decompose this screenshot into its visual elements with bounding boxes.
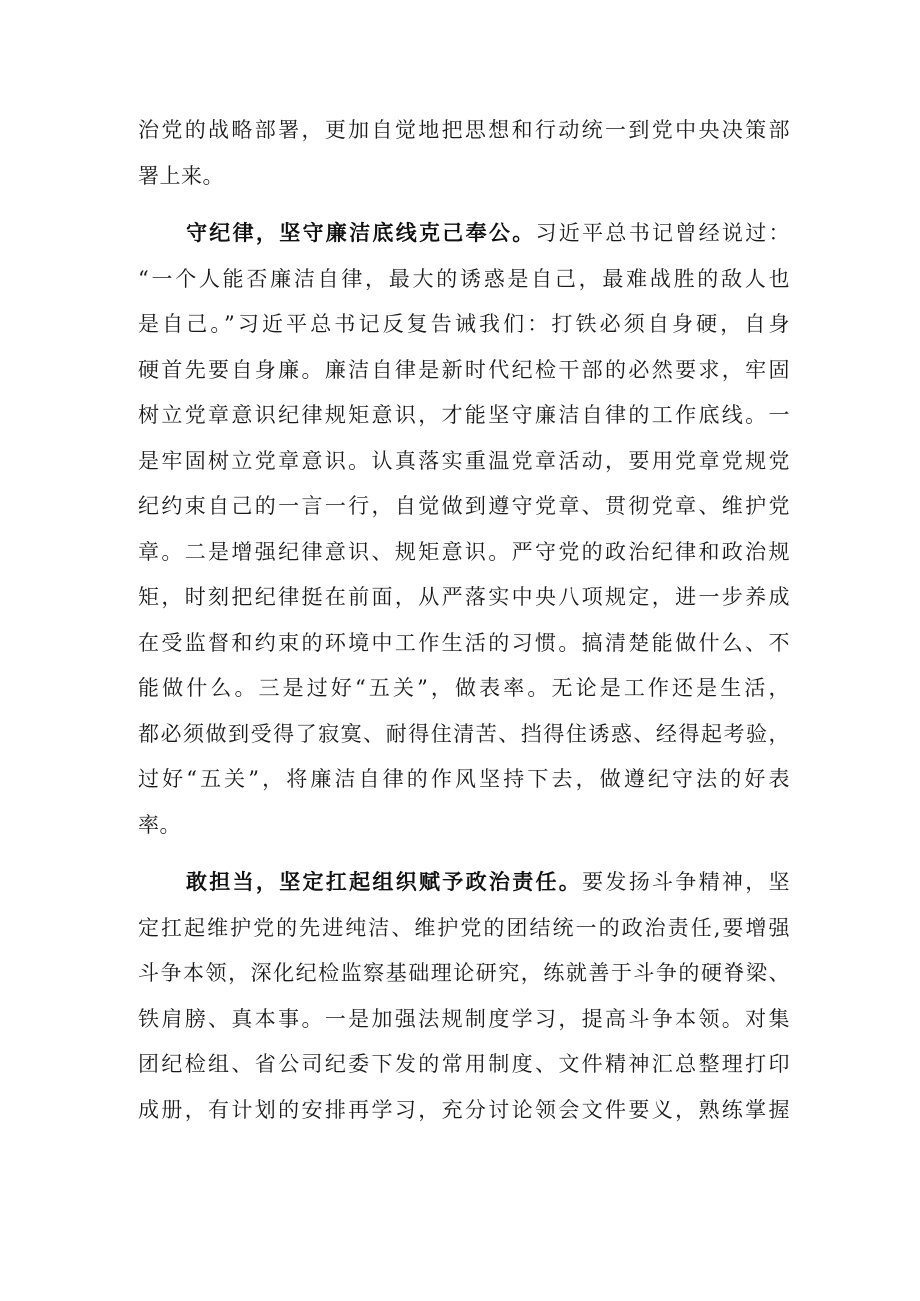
paragraph-responsibility	[138, 860, 790, 1133]
text-line: 是自己。”习近平总书记反复告诫我们：打铁必须自身硬，自身	[138, 312, 790, 336]
text-line: 硬首先要自身廉。廉洁自律是新时代纪检干部的必然要求，牢固	[138, 357, 790, 382]
text-line: 团纪检组、省公司纪委下发的常用制度、文件精神汇总整理打印	[138, 1052, 790, 1076]
text-line: 率。	[138, 812, 181, 837]
text-line: 章。二是增强纪律意识、规矩意识。严守党的政治纪律和政治规	[138, 539, 790, 564]
text-line: 斗争本领，深化纪检监察基础理论研究，练就善于斗争的硬脊梁、	[138, 961, 790, 985]
text-line: 纪约束自己的一言一行，自觉做到遵守党章、贯彻党章、维护党	[138, 494, 790, 518]
text-line: 署上来。	[138, 163, 224, 188]
text-line	[138, 211, 790, 257]
text-line: 能做什么。三是过好“五关”，做表率。无论是工作还是生活，	[138, 676, 790, 700]
paragraph-continuation	[138, 108, 790, 199]
section-heading: 守纪律，坚守廉洁底线克己奉公。	[186, 221, 536, 245]
text-line: 治党的战略部署，更加自觉地把思想和行动统一到党中央决策部	[138, 118, 790, 142]
text-line: 成册，有计划的安排再学习，充分讨论领会文件要义，熟练掌握	[138, 1097, 790, 1122]
text-line: 定扛起维护党的先进纯洁、维护党的团结统一的政治责任,要增强	[138, 915, 790, 940]
text-line: 过好“五关”，将廉洁自律的作风坚持下去，做遵纪守法的好表	[138, 767, 790, 791]
text-line: 都必须做到受得了寂寞、耐得住清苦、挡得住诱惑、经得起考验，	[138, 721, 790, 746]
paragraph-discipline	[138, 211, 790, 848]
text-line	[138, 860, 790, 906]
text-line: 矩，时刻把纪律挺在前面，从严落实中央八项规定，进一步养成	[138, 585, 790, 609]
document-body	[138, 108, 790, 1133]
text-line: 在受监督和约束的环境中工作生活的习惯。搞清楚能做什么、不	[138, 630, 790, 655]
heading-line-rest: 习近平总书记曾经说过：	[535, 221, 790, 245]
heading-line-rest: 要发扬斗争精神，坚	[582, 870, 791, 894]
section-heading: 敢担当，坚定扛起组织赋予政治责任。	[186, 870, 583, 894]
text-line: 铁肩膀、真本事。一是加强法规制度学习，提高斗争本领。对集	[138, 1006, 790, 1031]
text-line: “一个人能否廉洁自律，最大的诱惑是自己，最难战胜的敌人也	[138, 266, 790, 291]
text-line: 是牢固树立党章意识。认真落实重温党章活动，要用党章党规党	[138, 448, 790, 473]
text-line: 树立党章意识纪律规矩意识，才能坚守廉洁自律的工作底线。一	[138, 403, 790, 427]
